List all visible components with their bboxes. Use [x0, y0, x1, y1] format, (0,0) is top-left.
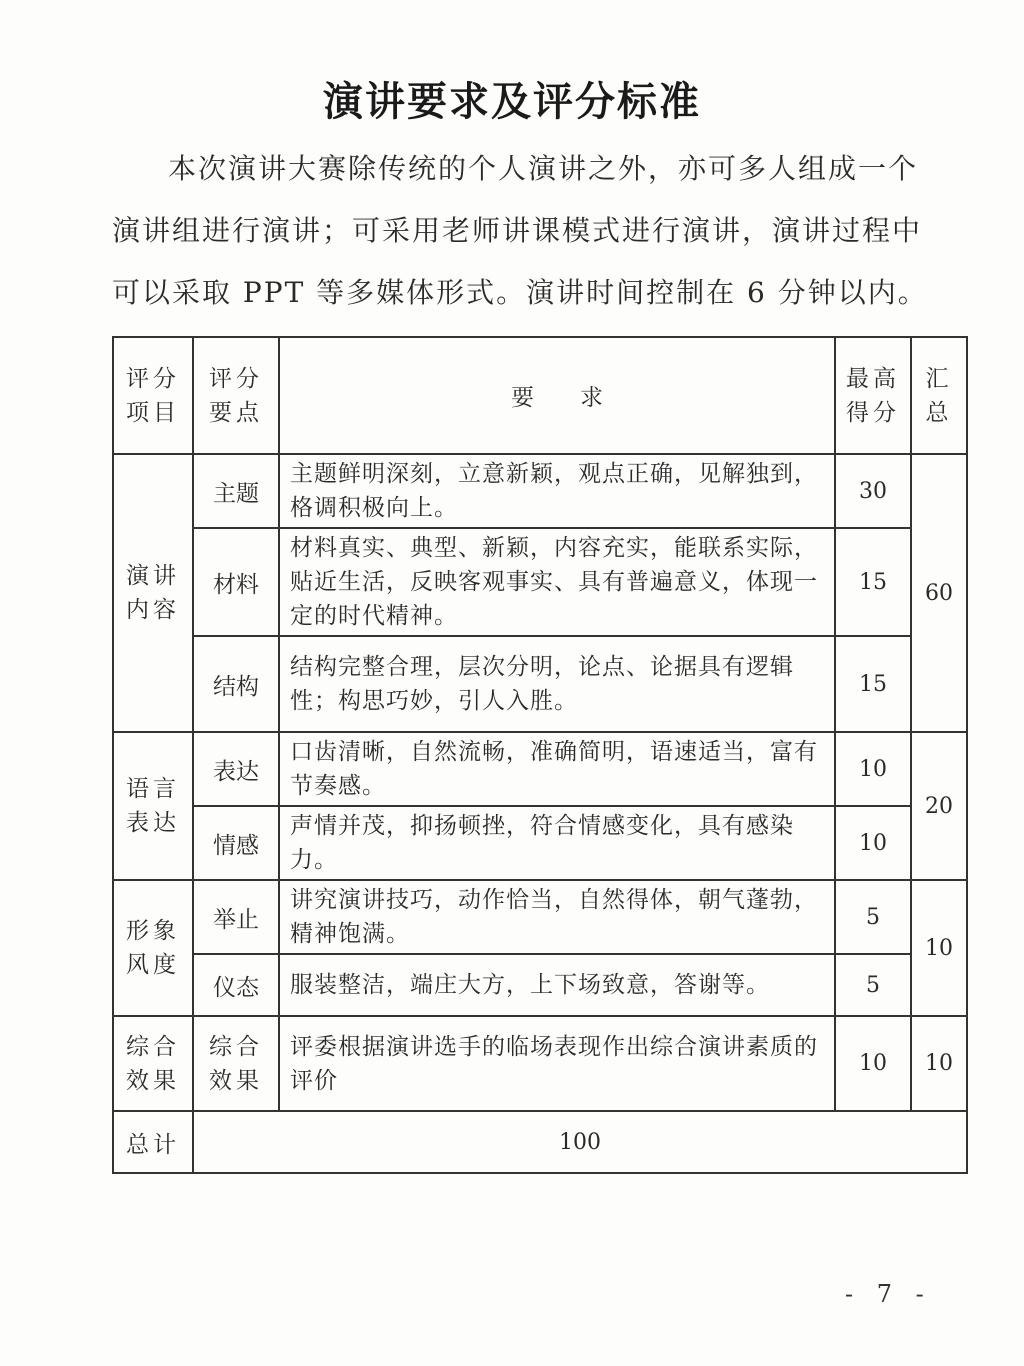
point-cell: 仪态: [193, 954, 279, 1016]
subtotal-cell: 10: [911, 1016, 967, 1111]
max-score-cell: 15: [835, 636, 911, 732]
header-point: 评分 要点: [193, 337, 279, 454]
max-score-cell: 5: [835, 880, 911, 954]
max-score-cell: 10: [835, 732, 911, 806]
header-category: 评分 项目: [113, 337, 193, 454]
table-row: [113, 954, 967, 1016]
requirement-cell: 评委根据演讲选手的临场表现作出综合演讲素质的评价: [279, 1016, 835, 1111]
intro-text: 本次演讲大赛除传统的个人演讲之外，亦可多人组成一个演讲组进行演讲；可采用老师讲课模式进行演讲，演讲过程中可以采取 PPT 等多媒体形式。演讲时间控制在 6 分钟以内。: [112, 152, 928, 309]
scoring-table: [112, 336, 968, 1174]
point-cell: 表达: [193, 732, 279, 806]
requirement-cell: 服装整洁，端庄大方，上下场致意，答谢等。: [279, 954, 835, 1016]
page-number: - 7 -: [845, 1280, 932, 1308]
header-max-score: 最高 得分: [835, 337, 911, 454]
total-label: 总计: [113, 1111, 193, 1173]
category-cell: 语言 表达: [113, 732, 193, 880]
requirement-cell: 讲究演讲技巧，动作恰当，自然得体，朝气蓬勃，精神饱满。: [279, 880, 835, 954]
category-cell: 演讲 内容: [113, 454, 193, 732]
max-score-cell: 5: [835, 954, 911, 1016]
requirement-cell: 声情并茂，抑扬顿挫，符合情感变化，具有感染力。: [279, 806, 835, 880]
total-row: [113, 1111, 967, 1173]
table-row: [113, 454, 967, 528]
subtotal-cell: 10: [911, 880, 967, 1016]
max-score-cell: 10: [835, 1016, 911, 1111]
max-score-cell: 30: [835, 454, 911, 528]
requirement-cell: 口齿清晰，自然流畅，准确简明，语速适当，富有节奏感。: [279, 732, 835, 806]
intro-paragraph: [112, 138, 940, 324]
point-cell: 主题: [193, 454, 279, 528]
header-requirement: 要 求: [279, 337, 835, 454]
subtotal-cell: 20: [911, 732, 967, 880]
point-cell: 举止: [193, 880, 279, 954]
table-row: [113, 528, 967, 636]
total-value: 100: [193, 1111, 967, 1173]
table-row: [113, 636, 967, 732]
max-score-cell: 10: [835, 806, 911, 880]
category-cell: 综合 效果: [113, 1016, 193, 1111]
max-score-cell: 15: [835, 528, 911, 636]
requirement-cell: 主题鲜明深刻，立意新颖，观点正确，见解独到，格调积极向上。: [279, 454, 835, 528]
requirement-cell: 材料真实、典型、新颖，内容充实，能联系实际，贴近生活，反映客观事实、具有普遍意义，体现一定的时代精神。: [279, 528, 835, 636]
point-cell: 综合 效果: [193, 1016, 279, 1111]
requirement-cell: 结构完整合理，层次分明，论点、论据具有逻辑性；构思巧妙，引人入胜。: [279, 636, 835, 732]
category-cell: 形象 风度: [113, 880, 193, 1016]
table-row: [113, 806, 967, 880]
point-cell: 情感: [193, 806, 279, 880]
table-row: [113, 1016, 967, 1111]
point-cell: 材料: [193, 528, 279, 636]
table-row: [113, 732, 967, 806]
header-subtotal: 汇 总: [911, 337, 967, 454]
subtotal-cell: 60: [911, 454, 967, 732]
page-title: 演讲要求及评分标准: [323, 78, 701, 125]
table-header-row: [113, 337, 967, 454]
point-cell: 结构: [193, 636, 279, 732]
table-row: [113, 880, 967, 954]
